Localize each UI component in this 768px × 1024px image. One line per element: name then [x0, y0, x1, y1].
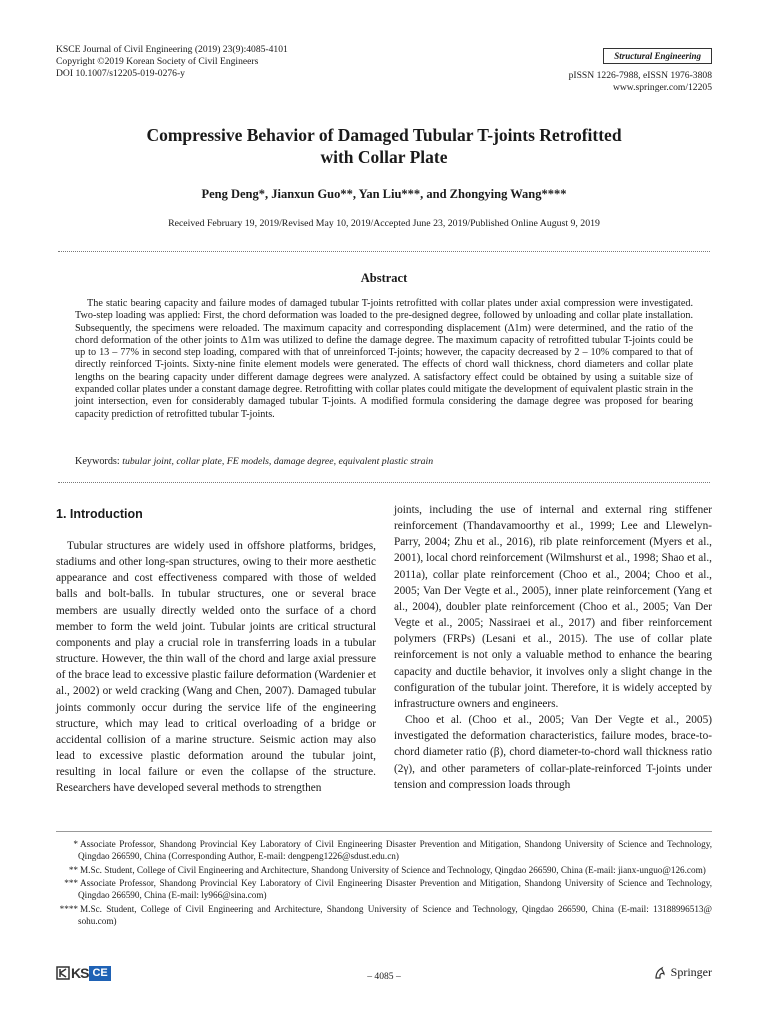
- body-column-left: [56, 538, 376, 797]
- paragraph: Choo et al. (Choo et al., 2005; Van Der Vegte et al., 2005) investigated the deformation characteristics, failure modes, brace-to-chord diameter ratio (β), chord diameter-to-chord wall thickness ratio (2γ), and other parameters of collar-plate-reinforced T-joints under tension and compression loads through: [394, 714, 712, 791]
- issn-line: pISSN 1226-7988, eISSN 1976-3808: [568, 70, 712, 81]
- copyright-line: Copyright ©2019 Korean Society of Civil Engineers: [56, 56, 259, 67]
- footnote: [56, 878, 712, 902]
- keywords-list: tubular joint, collar plate, FE models, damage degree, equivalent plastic strain: [122, 456, 434, 467]
- footnote-mark: *: [73, 839, 78, 849]
- footnote-mark: ****: [59, 903, 78, 914]
- ksce-logo-ks: KS: [71, 965, 89, 981]
- footnote-text: M.Sc. Student, College of Civil Engineering and Architecture, Shandong University of Science and Technology, Qingdao 266590, China (E-mail: jianx-unguo@126.com): [80, 864, 706, 875]
- doi-line: DOI 10.1007/s12205-019-0276-y: [56, 68, 185, 79]
- footnotes: [56, 839, 712, 930]
- journal-url[interactable]: www.springer.com/12205: [612, 82, 712, 93]
- title-line-2: with Collar Plate: [320, 147, 448, 167]
- footnote-mark: **: [68, 864, 78, 875]
- keywords: [75, 456, 693, 467]
- section-heading-introduction: 1. Introduction: [56, 507, 143, 521]
- author-list: Peng Deng*, Jianxun Guo**, Yan Liu***, and Zhongying Wang****: [201, 187, 567, 201]
- page-number: – 4085 –: [367, 971, 401, 982]
- journal-header-right: [569, 48, 712, 94]
- footnote-mark: ***: [64, 878, 78, 889]
- keywords-label: Keywords:: [75, 456, 120, 467]
- springer-logo: [653, 965, 712, 980]
- journal-citation: KSCE Journal of Civil Engineering (2019) 23(9):4085-4101: [56, 44, 288, 55]
- abstract-heading: Abstract: [360, 271, 408, 285]
- footnote: [56, 904, 712, 928]
- body-column-right: [394, 502, 712, 793]
- footnote: [56, 839, 712, 863]
- journal-header: [56, 44, 288, 80]
- ksce-logo-ce: CE: [89, 966, 110, 981]
- footnote-rule: [56, 831, 712, 832]
- footnote-text: Associate Professor, Shandong Provincial Key Laboratory of Civil Engineering Disaster Prevention and Mitigation, Shandong University of Science and Technology, Qingdao 266590, China (E-mail: ly966@sina.com): [78, 878, 712, 901]
- section-label: Structural Engineering: [603, 48, 712, 64]
- paper-title: [60, 124, 708, 168]
- footnote-text: Associate Professor, Shandong Provincial Key Laboratory of Civil Engineering Disaster Prevention and Mitigation, Shandong University of Science and Technology, Qingdao 266590, China (Corresponding Author, E-mail: dengpeng1226@sdust.edu.cn): [78, 839, 712, 861]
- footnote: [56, 865, 712, 877]
- dotted-divider-top: [58, 251, 710, 252]
- springer-horse-icon: [653, 966, 667, 980]
- title-line-1: Compressive Behavior of Damaged Tubular T-joints Retrofitted: [146, 125, 622, 145]
- paragraph: Tubular structures are widely used in offshore platforms, bridges, stadiums and other long-span structures, owing to their more aesthetic appearance and cost effectiveness compared with those of welded balls and bolt-balls. In tubular structures, one or several brace members are usually directly welded onto the surface of a chord member to form the weld joint. Tubular joints are critical structural components and play a crucial role in transferring loads in a tubular structure. However, the thin wall of the chord and large axial pressure of the brace lead to excessive plastic failure deformation (Wardenier et al., 2002) or weld cracking (Wang and Chen, 2007). Damaged tubular joints commonly occur during the service life of the engineering structure, which may lead to critical overloading of a bridge or accidental collision of a marine structure. Seismic action may also lead to excessive plastic deformation around the tubular joint, resulting in local failure or even the collapse of the structure. Researchers have developed several methods to strengthen: [56, 540, 376, 795]
- received-dates: Received February 19, 2019/Revised May 10, 2019/Accepted June 23, 2019/Published Online August 9, 2019: [168, 218, 600, 229]
- dotted-divider-bottom: [58, 482, 710, 483]
- abstract-text: The static bearing capacity and failure modes of damaged tubular T-joints retrofitted with collar plates under axial compression were investigated. Two-step loading was applied: First, the chord deformation was loaded to the pre-designed degree, followed by unloading and collar plate installation. Subsequently, the specimens were reloaded. The maximum capacity and corresponding displacement (Δ1m) were determined, and the ratio of the chord deformation of the other joints to Δ1m was utilized to define the damage degree. The maximum capacity of retrofitted tubular T-joints could be up to 13 – 77% in second step loading, compared with that of unreinforced T-joints; however, the capacity decreased by 2 – 10% compared to that of directly reinforced T-joints. Sixty-nine finite element models were generated. The effects of chord wall thickness, chord diameters and collar plate lengths on the bearing capacity under different damage degrees were analyzed. A satisfactory effect could be obtained by using a suitable size of expanded collar plates under a constant damage degree. Retrofitting with collar plates could mitigate the development of equivalent plastic strain in the joint intersection, even for considerably damaged tubular T-joints. A modified formula considering the damage degree was proposed for bearing capacity prediction of retrofitted tubular T-joints.: [75, 298, 693, 420]
- footnote-text: M.Sc. Student, College of Civil Engineering and Architecture, Shandong University of Science and Technology, Qingdao 266590, China (E-mail: 13188996513@ sohu.com): [78, 903, 712, 926]
- paragraph: joints, including the use of internal and external ring stiffener reinforcement (Thandavamoorthy et al., 1999; Lee and Llewelyn-Parry, 2004; Zhu et al., 2016), rib plate reinforcement (Myers et al., 2001), local chord reinforcement (Wilmshurst et al., 1998; Shao et al., 2011a), collar plate reinforcement (Choo et al., 2004; Choo et al., 2005; Van Der Vegte et al., 2005), inner plate reinforcement (Yang et al., 2004), doubler plate reinforcement (Choo et al., 2005; Van Der Vegte et al., 2005; Nassiraei et al., 2017) and fiber reinforcement polymers (FRPs) (Lesani et al., 2015). The use of collar plate reinforcement is not only a valuable method to enhance the bearing capacity and ductile behavior, it involves only a slight change in the configuration of the tubular joint. Therefore, it is widely accepted by infrastructure owners and engineers.: [394, 504, 712, 710]
- springer-wordmark: Springer: [670, 965, 712, 979]
